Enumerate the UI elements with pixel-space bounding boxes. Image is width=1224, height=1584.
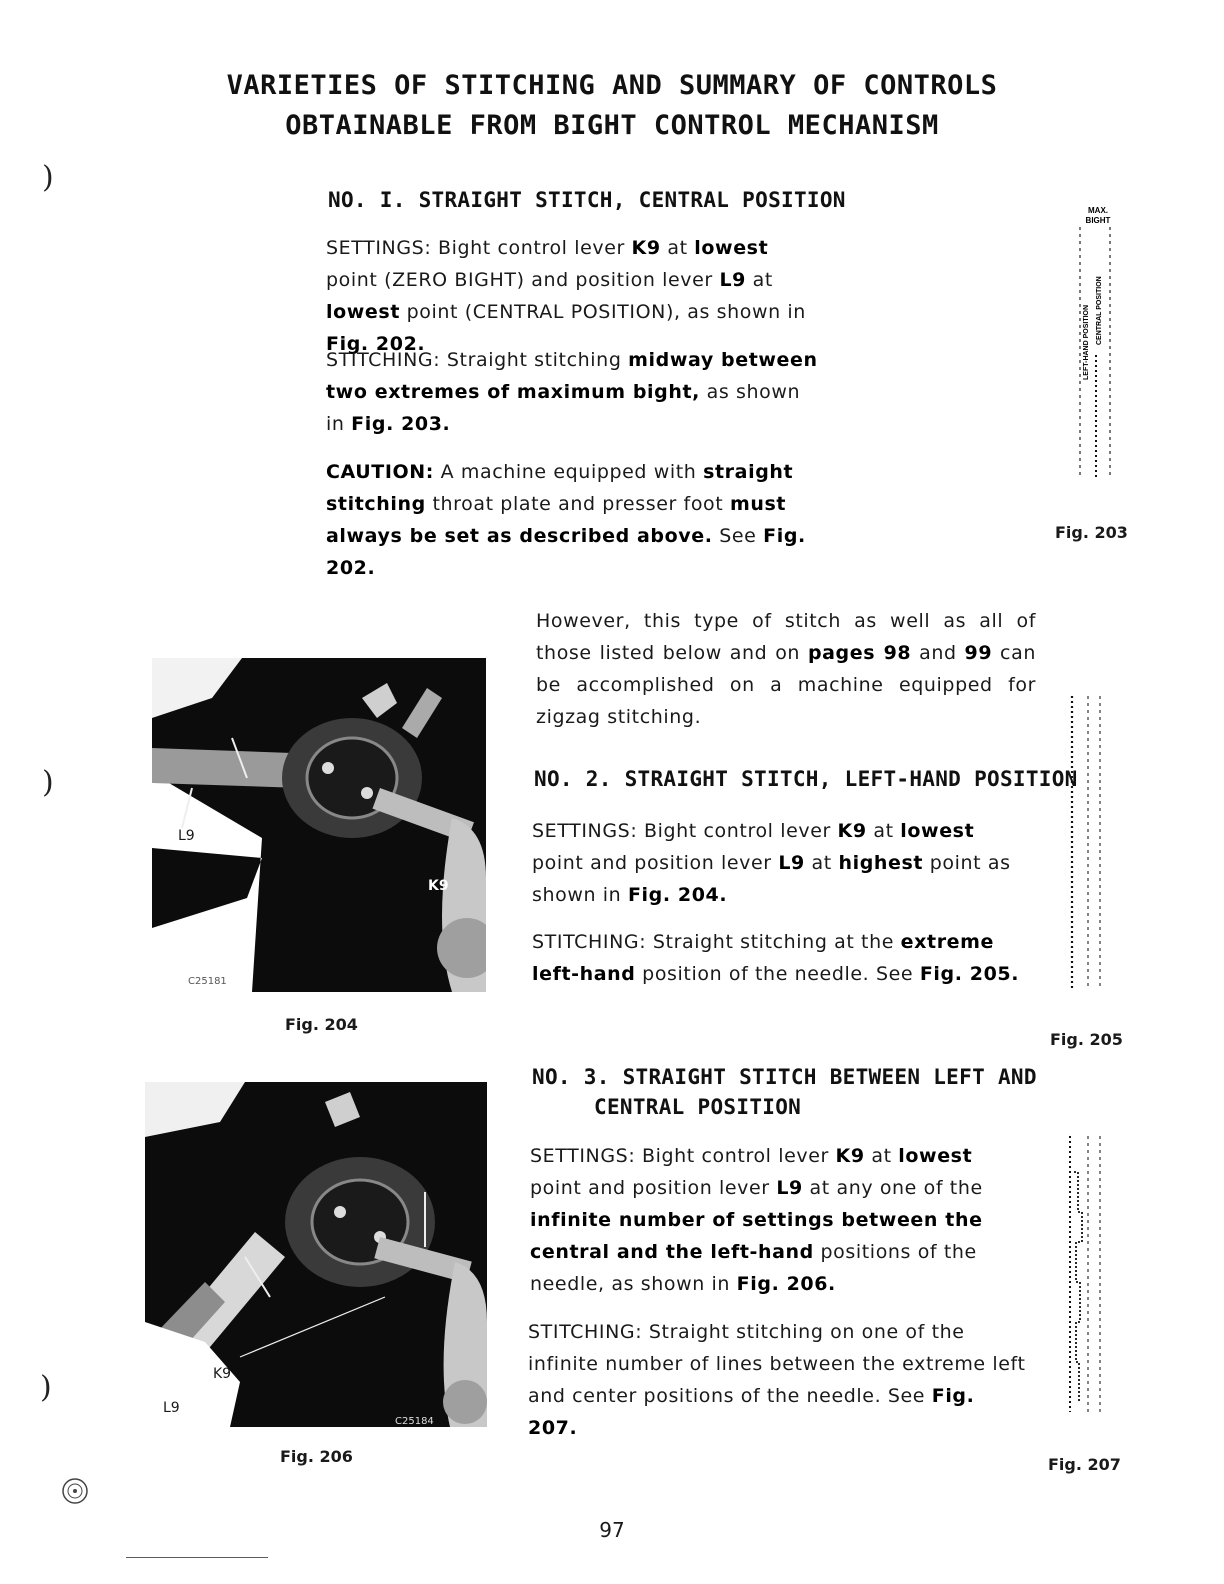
footer-rule (126, 1557, 268, 1558)
section-1-note: However, this type of stitch as well as all of those listed below and on pages 98 and 99 can be accomplished on a machine equipped for zigzag stitching. (536, 610, 1036, 728)
fig-206-code: C25184 (395, 1416, 434, 1427)
fig-204-code: C25181 (188, 976, 227, 987)
label-bight: BIGHT (1085, 216, 1111, 225)
fig-206-label-l9: L9 (163, 1400, 180, 1416)
margin-mark: ) (40, 1370, 52, 1405)
fig-206-caption: Fig. 206 (280, 1447, 353, 1466)
fig-206-photo (145, 1082, 487, 1427)
fig-207-caption: Fig. 207 (1048, 1455, 1121, 1474)
margin-mark: ) (42, 765, 54, 800)
section-1-stitching: STITCHING: Straight stitching midway between two extremes of maximum bight, as shown in Fig. 203. (326, 349, 818, 435)
section-1-settings: SETTINGS: Bight control lever K9 at lowest point (ZERO BIGHT) and position lever L9 at lowest point (CENTRAL POSITION), as shown in Fig. 202. (326, 237, 806, 355)
section-1-heading: NO. I. STRAIGHT STITCH, CENTRAL POSITION (328, 188, 846, 212)
section-2-settings: SETTINGS: Bight control lever K9 at lowest point and position lever L9 at highest point as shown in Fig. 204. (532, 820, 1011, 906)
page-subtitle: OBTAINABLE FROM BIGHT CONTROL MECHANISM (285, 110, 939, 141)
fig-203-diagram (1068, 205, 1128, 485)
page-title: VARIETIES OF STITCHING AND SUMMARY OF CONTROLS (226, 70, 998, 101)
section-3-heading-line2: CENTRAL POSITION (594, 1095, 802, 1119)
fig-204-photo (152, 658, 486, 992)
label-central-position: CENTRAL POSITION (1096, 276, 1103, 345)
section-3-settings: SETTINGS: Bight control lever K9 at lowest point and position lever L9 at any one of the infinite number of settings between the central and the left-hand positions of the needle, as shown in Fig. 206. (530, 1145, 983, 1295)
label-left-hand-position: LEFT-HAND POSITION (1083, 304, 1090, 380)
fig-205-caption: Fig. 205 (1050, 1030, 1123, 1049)
fig-204-caption: Fig. 204 (285, 1015, 358, 1034)
fig-204-label-l9: L9 (178, 828, 195, 844)
fig-204-label-k9: K9 (428, 878, 449, 894)
margin-mark: ) (42, 160, 54, 195)
section-2-heading: NO. 2. STRAIGHT STITCH, LEFT-HAND POSITION (534, 767, 1078, 791)
seal-icon (60, 1476, 90, 1510)
section-2-stitching: STITCHING: Straight stitching at the extreme left-hand position of the needle. See Fig. 205. (532, 931, 1020, 985)
fig-205-diagram (1062, 692, 1112, 992)
section-3-stitching: STITCHING: Straight stitching on one of the infinite number of lines between the extreme left and center positions of the needle. See Fig. 207. (528, 1321, 1026, 1439)
section-1-caution: CAUTION: A machine equipped with straight stitching throat plate and presser foot must always be set as described above. See Fig. 202. (326, 461, 806, 579)
page-number: 97 (599, 1518, 625, 1542)
fig-203-caption: Fig. 203 (1055, 523, 1128, 542)
fig-207-diagram (1062, 1132, 1112, 1417)
fig-206-label-k9: K9 (213, 1366, 232, 1382)
section-3-heading: NO. 3. STRAIGHT STITCH BETWEEN LEFT AND (532, 1065, 1037, 1089)
label-max: MAX. (1088, 206, 1108, 215)
